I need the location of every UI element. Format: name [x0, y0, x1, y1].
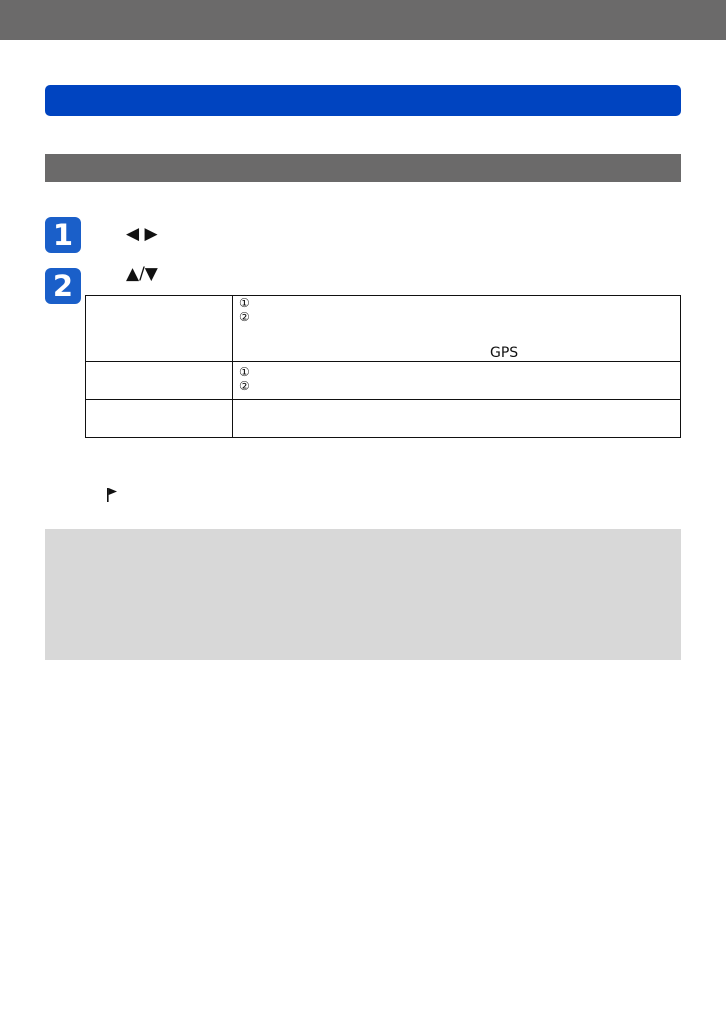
note-box: [45, 529, 681, 660]
row-label: [86, 400, 233, 438]
flag-icon: [106, 488, 118, 502]
row-description: [233, 296, 681, 362]
row-label: [86, 296, 233, 362]
step-1-badge: 1: [45, 217, 81, 253]
table-row: [86, 296, 681, 362]
step-marker: ②: [239, 379, 250, 393]
gps-label: GPS: [490, 345, 519, 361]
left-right-arrows-icon: ◀ ▶: [126, 224, 158, 244]
settings-table: [85, 295, 681, 438]
table-row: [86, 400, 681, 438]
subsection-title-bar: [45, 154, 681, 182]
section-title-bar: [45, 85, 681, 116]
table-row: [86, 362, 681, 400]
row-description: [233, 400, 681, 438]
row-label: [86, 362, 233, 400]
step-2-badge: 2: [45, 268, 81, 304]
up-down-arrows-icon: ▲/▼: [126, 264, 158, 284]
row-description: [233, 362, 681, 400]
step-marker: ②: [239, 310, 250, 324]
step-marker: ①: [239, 296, 250, 310]
step-marker: ①: [239, 365, 250, 379]
page-header-bar: [0, 0, 726, 40]
